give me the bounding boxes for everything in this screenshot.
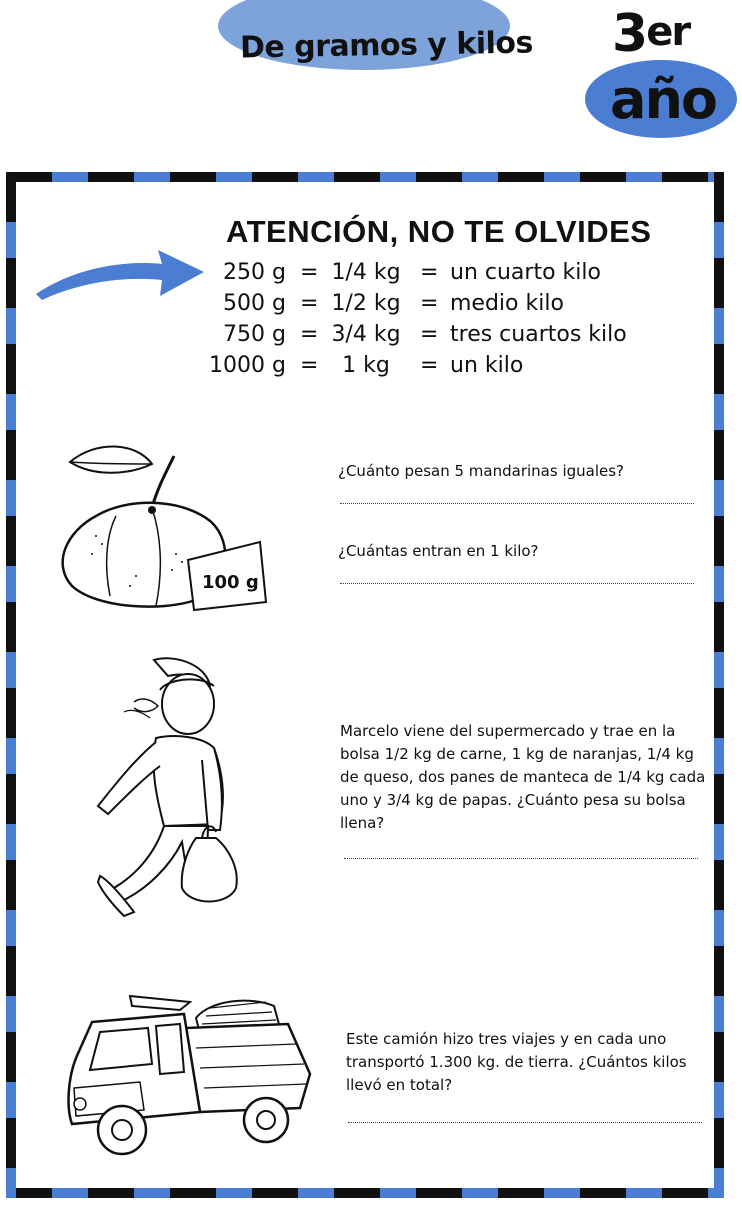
equals-sign: = (300, 353, 319, 378)
kilograms-value: 1 kg (342, 353, 390, 378)
kilograms-value: 1/2 kg (331, 291, 401, 316)
question-tangerines-per-kilo: ¿Cuántas entran en 1 kilo? (338, 542, 539, 560)
tangerine-illustration (56, 436, 272, 616)
grams-value: 1000 g (209, 353, 286, 378)
equals-sign: = (300, 322, 319, 347)
words-value: un kilo (450, 353, 524, 378)
question-tangerines-weight: ¿Cuánto pesan 5 mandarinas iguales? (338, 462, 625, 480)
equals-sign: = (420, 353, 439, 378)
kilograms-value: 3/4 kg (331, 322, 401, 347)
grade-suffix: er (646, 9, 690, 55)
words-value: tres cuartos kilo (450, 322, 627, 347)
attention-heading: ATENCIÓN, NO TE OLVIDES (226, 214, 652, 249)
grade-number (612, 4, 689, 64)
arrow-icon (34, 246, 206, 304)
grams-value: 750 g (223, 322, 286, 347)
words-value: medio kilo (450, 291, 564, 316)
question-truck-loads: Este camión hizo tres viajes y en cada uno transportó 1.300 kg. de tierra. ¿Cuántos kilos llevó en total? (346, 1030, 687, 1094)
grade-word: año (610, 68, 716, 131)
truck-illustration (60, 988, 314, 1164)
question-marcelo-bag: Marcelo viene del supermercado y trae en la bolsa 1/2 kg de carne, 1 kg de naranjas, 1/4 kg de queso, dos panes de manteca de 1/4 kg cada uno y 3/4 kg de papas. ¿Cuánto pesa su bolsa llena? (340, 722, 706, 832)
price-tag-label: 100 g (202, 572, 259, 593)
answer-line[interactable] (344, 858, 698, 859)
answer-line[interactable] (340, 503, 694, 504)
grams-value: 500 g (223, 291, 286, 316)
frame-right-border (714, 172, 724, 1198)
equals-sign: = (420, 322, 439, 347)
grams-value: 250 g (223, 260, 286, 285)
frame-top-border (6, 172, 724, 182)
words-value: un cuarto kilo (450, 260, 601, 285)
frame-left-border (6, 172, 16, 1198)
equals-sign: = (300, 291, 319, 316)
grade-number-digit: 3 (612, 4, 647, 64)
answer-line[interactable] (340, 583, 694, 584)
page-title: De gramos y kilos (239, 25, 534, 66)
equals-sign: = (420, 260, 439, 285)
frame-bottom-border (6, 1188, 724, 1198)
equals-sign: = (420, 291, 439, 316)
answer-line[interactable] (348, 1122, 702, 1123)
equals-sign: = (300, 260, 319, 285)
kilograms-value: 1/4 kg (331, 260, 401, 285)
man-walking-illustration (94, 656, 244, 918)
